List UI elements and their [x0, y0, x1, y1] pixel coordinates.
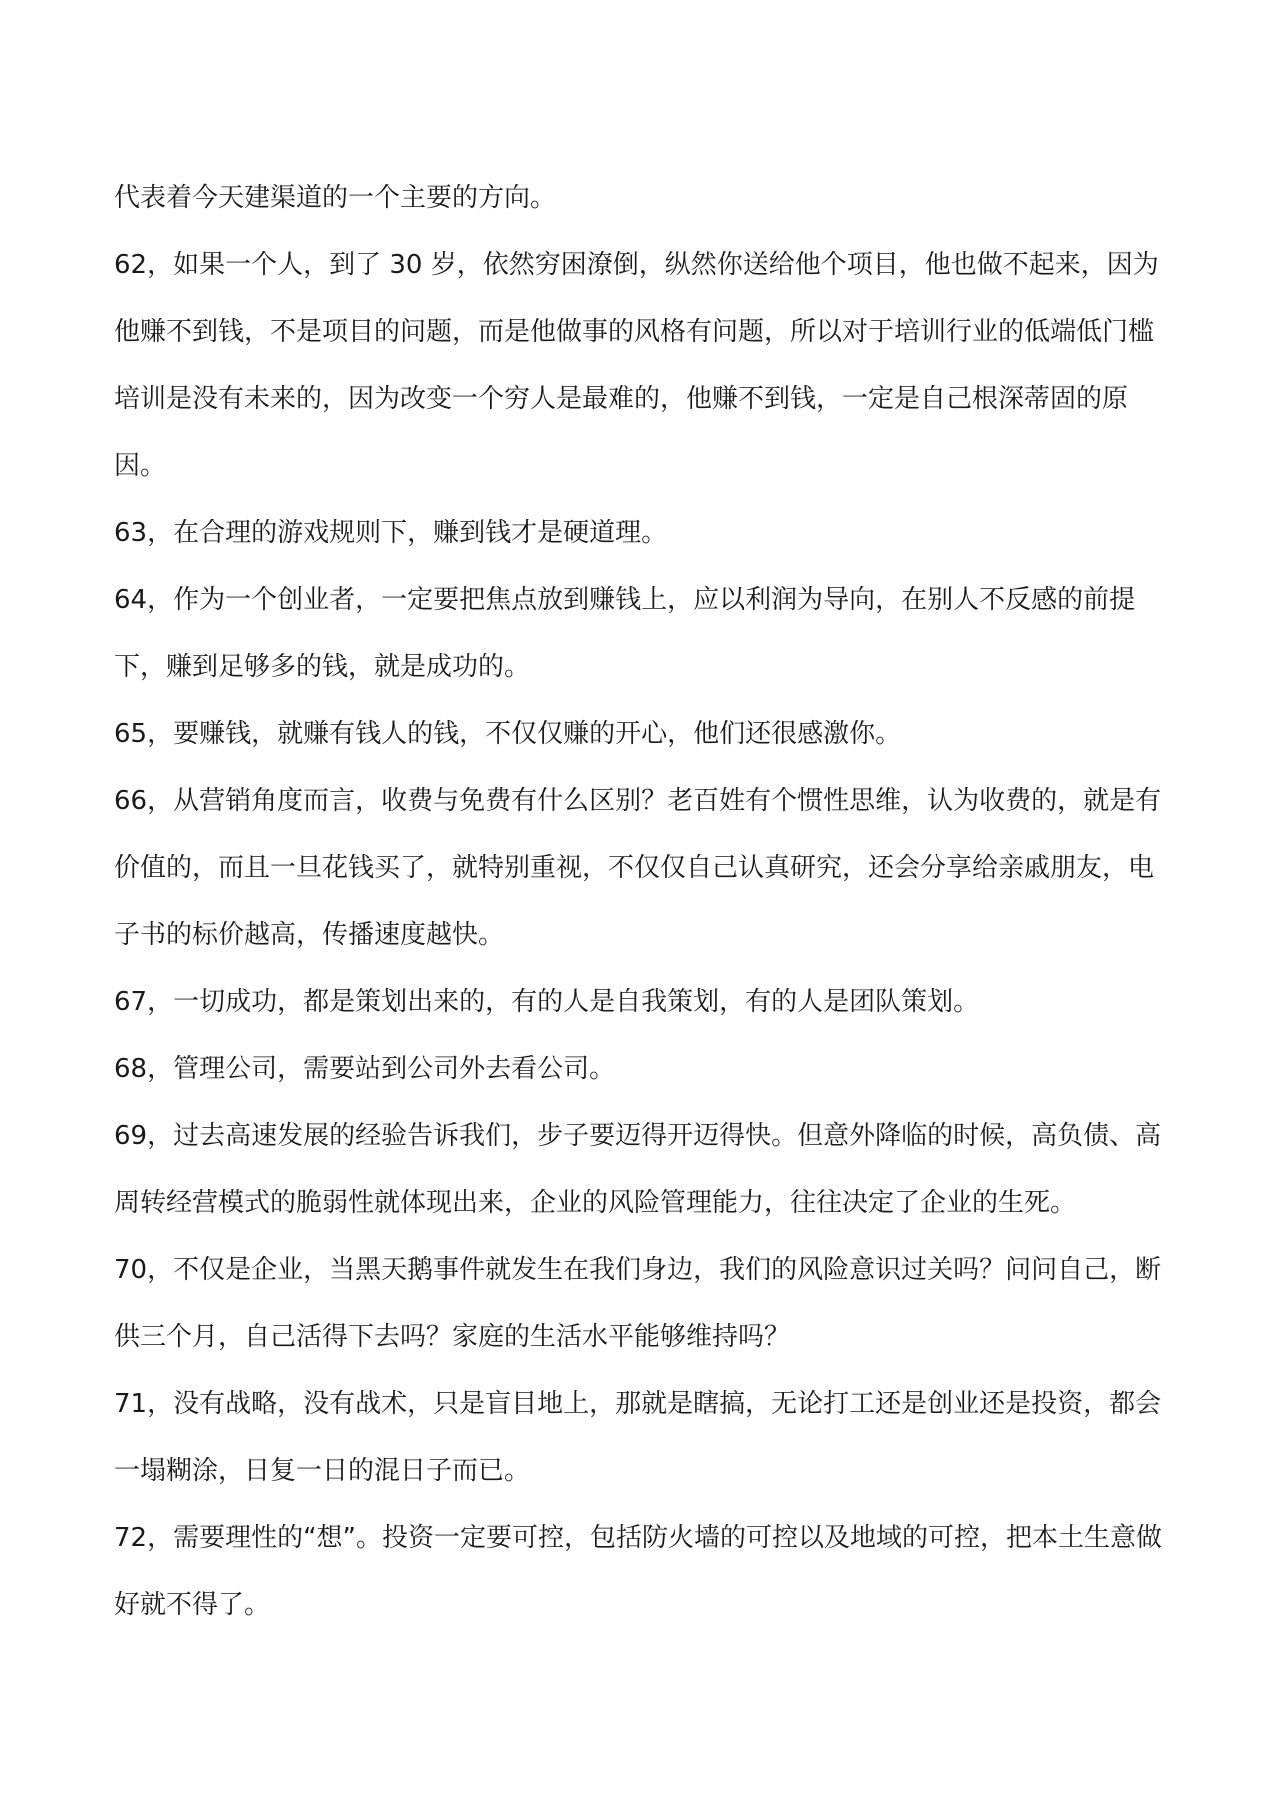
paragraph-69: 69，过去高速发展的经验告诉我们，步子要迈得开迈得快。但意外降临的时候，高负债、高周转经营模式的脆弱性就体现出来，企业的风险管理能力，往往决定了企业的生死。	[114, 1121, 1162, 1218]
paragraph-intro-continued: 代表着今天建渠道的一个主要的方向。	[114, 183, 557, 213]
paragraph-66: 66，从营销角度而言，收费与免费有什么区别？老百姓有个惯性思维，认为收费的，就是有价值的，而且一旦花钱买了，就特别重视，不仅仅自己认真研究，还会分享给亲戚朋友，电子书的标价越高，传播速度越快。	[114, 786, 1162, 950]
paragraph-71: 71，没有战略，没有战术，只是盲目地上，那就是瞎搞，无论打工还是创业还是投资，都会一塌糊涂，日复一日的混日子而已。	[114, 1389, 1162, 1486]
paragraph-65: 65，要赚钱，就赚有钱人的钱，不仅仅赚的开心，他们还很感激你。	[114, 719, 902, 749]
paragraph-68: 68，管理公司，需要站到公司外去看公司。	[114, 1054, 616, 1084]
paragraph-72: 72，需要理性的“想”。投资一定要可控，包括防火墙的可控以及地域的可控，把本土生意做好就不得了。	[114, 1523, 1163, 1620]
paragraph-64: 64，作为一个创业者，一定要把焦点放到赚钱上，应以利润为导向，在别人不反感的前提下，赚到足够多的钱，就是成功的。	[114, 585, 1136, 682]
paragraph-63: 63，在合理的游戏规则下，赚到钱才是硬道理。	[114, 518, 668, 548]
document-body	[114, 165, 1164, 1639]
paragraph-67: 67，一切成功，都是策划出来的，有的人是自我策划，有的人是团队策划。	[114, 987, 980, 1017]
paragraph-62: 62，如果一个人，到了 30 岁，依然穷困潦倒，纵然你送给他个项目，他也做不起来，因为他赚不到钱，不是项目的问题，而是他做事的风格有问题，所以对于培训行业的低端低门槛培训是没有未来的，因为改变一个穷人是最难的，他赚不到钱，一定是自己根深蒂固的原因。	[114, 250, 1159, 481]
paragraph-70: 70，不仅是企业，当黑天鹅事件就发生在我们身边，我们的风险意识过关吗？问问自己，断供三个月，自己活得下去吗？家庭的生活水平能够维持吗？	[114, 1255, 1162, 1352]
